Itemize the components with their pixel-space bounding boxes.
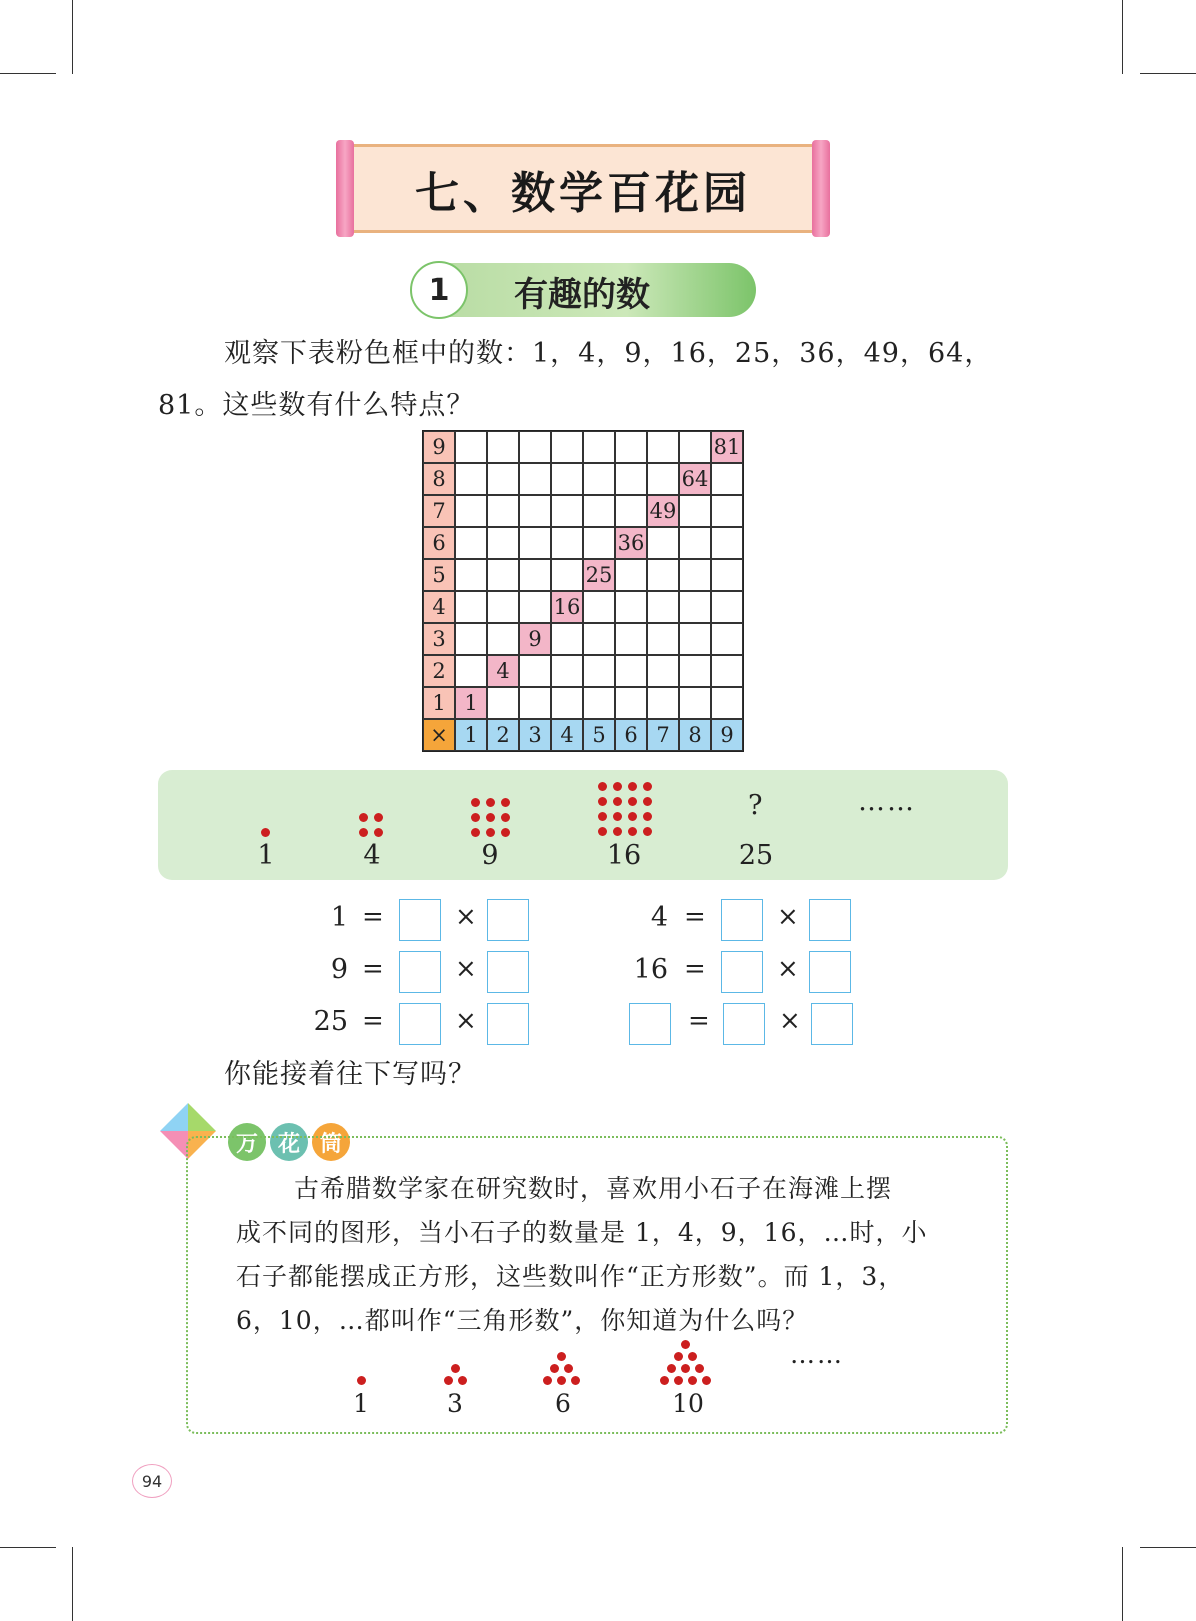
table-cell — [551, 527, 583, 559]
column-header: 7 — [647, 719, 679, 751]
dot — [564, 1364, 573, 1373]
dot — [681, 1340, 690, 1349]
table-cell — [455, 431, 487, 463]
table-cell — [455, 559, 487, 591]
answer-box[interactable] — [721, 951, 763, 993]
table-cell — [679, 655, 711, 687]
dot-pattern-4 — [359, 813, 383, 837]
row-header: 2 — [423, 655, 455, 687]
dot — [643, 782, 652, 791]
times-sign: × — [779, 1006, 801, 1036]
dot — [702, 1376, 711, 1385]
dot — [374, 828, 383, 837]
dot — [374, 813, 383, 822]
table-cell — [583, 527, 615, 559]
table-cell — [647, 559, 679, 591]
answer-box[interactable] — [399, 951, 441, 993]
square-number-cell: 25 — [583, 559, 615, 591]
table-cell — [519, 687, 551, 719]
scroll-rod-right — [812, 140, 830, 237]
answer-box[interactable] — [487, 951, 529, 993]
dot — [598, 827, 607, 836]
dot — [458, 1376, 467, 1385]
table-cell — [711, 591, 743, 623]
multiplication-table — [422, 430, 744, 752]
answer-box[interactable] — [809, 899, 851, 941]
dot — [261, 828, 270, 837]
answer-box[interactable] — [629, 1003, 671, 1045]
crop-mark — [1122, 1547, 1123, 1621]
continue-prompt: 你能接着往下写吗？ — [224, 1059, 476, 1090]
dot — [486, 813, 495, 822]
square-number-cell: 49 — [647, 495, 679, 527]
times-sign: × — [777, 902, 799, 932]
answer-box[interactable] — [399, 899, 441, 941]
dot-label-16: 16 — [606, 840, 642, 871]
crop-mark — [72, 1547, 73, 1621]
dot-label-9: 9 — [481, 840, 499, 871]
dot — [643, 797, 652, 806]
dot-label-1: 1 — [257, 840, 275, 871]
table-cell — [711, 527, 743, 559]
dot-pattern-16 — [598, 782, 652, 836]
table-cell — [455, 463, 487, 495]
row-header: 6 — [423, 527, 455, 559]
page-number: 94 — [132, 1464, 172, 1498]
dot — [598, 812, 607, 821]
scroll-body — [354, 144, 812, 233]
table-cell — [487, 527, 519, 559]
triangle-ellipsis: …… — [790, 1340, 844, 1369]
column-header: 6 — [615, 719, 647, 751]
row-header: 5 — [423, 559, 455, 591]
dot — [598, 782, 607, 791]
table-cell — [583, 687, 615, 719]
badge-hua: 花 — [270, 1123, 308, 1161]
table-cell — [551, 463, 583, 495]
table-cell — [519, 591, 551, 623]
equals-sign: = — [684, 954, 706, 984]
table-cell — [455, 655, 487, 687]
answer-box[interactable] — [811, 1003, 853, 1045]
row-header: 1 — [423, 687, 455, 719]
crop-mark — [0, 1547, 56, 1548]
row-header: 7 — [423, 495, 455, 527]
table-cell — [519, 431, 551, 463]
equation-value: 1 — [330, 902, 348, 933]
table-cell — [487, 463, 519, 495]
equals-sign: = — [362, 1006, 384, 1036]
table-cell — [711, 655, 743, 687]
dot — [557, 1376, 566, 1385]
table-cell — [615, 495, 647, 527]
column-header: 8 — [679, 719, 711, 751]
equation-value: 25 — [313, 1006, 348, 1037]
square-number-cell: 36 — [615, 527, 647, 559]
table-cell — [487, 591, 519, 623]
dot — [628, 782, 637, 791]
section-header — [410, 261, 756, 319]
column-header: 5 — [583, 719, 615, 751]
crop-mark — [1122, 0, 1123, 74]
kaleidoscope-line-4: 6，10，…都叫作“三角形数”，你知道为什么吗？ — [236, 1306, 809, 1335]
table-cell — [615, 463, 647, 495]
dot — [471, 813, 480, 822]
kaleidoscope-line-2: 成不同的图形，当小石子的数量是 1，4，9，16，…时，小 — [236, 1218, 928, 1247]
dots-ellipsis: …… — [858, 786, 916, 817]
table-cell — [711, 559, 743, 591]
table-cell — [711, 623, 743, 655]
dot — [359, 813, 368, 822]
table-cell — [647, 527, 679, 559]
dot — [674, 1352, 683, 1361]
dot — [486, 828, 495, 837]
square-number-cell: 1 — [455, 687, 487, 719]
table-cell — [711, 495, 743, 527]
table-cell — [583, 495, 615, 527]
dot — [613, 782, 622, 791]
dot — [501, 798, 510, 807]
column-header: 3 — [519, 719, 551, 751]
table-cell — [679, 591, 711, 623]
scroll-rod-left — [336, 140, 354, 237]
equals-sign: = — [684, 902, 706, 932]
dot-pattern-9 — [471, 798, 510, 837]
answer-box[interactable] — [723, 1003, 765, 1045]
triangle-label-1: 1 — [353, 1389, 369, 1418]
equals-sign: = — [362, 902, 384, 932]
table-cell — [615, 655, 647, 687]
answer-box[interactable] — [487, 1003, 529, 1045]
table-cell — [679, 687, 711, 719]
table-cell — [487, 687, 519, 719]
crop-mark — [1140, 73, 1196, 74]
equation-value: 9 — [330, 954, 348, 985]
table-cell — [615, 431, 647, 463]
question-mark: ? — [748, 790, 763, 821]
dot-pattern-1 — [261, 828, 270, 837]
square-number-cell: 9 — [519, 623, 551, 655]
table-cell — [551, 655, 583, 687]
table-cell — [647, 655, 679, 687]
equation-value: 16 — [633, 954, 668, 985]
equals-sign: = — [362, 954, 384, 984]
chapter-title: 七、数学百花园 — [415, 167, 751, 219]
chapter-title-banner — [336, 140, 830, 237]
kaleidoscope-line-3: 石子都能摆成正方形，这些数叫作“正方形数”。而 1，3， — [236, 1262, 905, 1291]
table-cell — [615, 687, 647, 719]
section-title: 有趣的数 — [514, 275, 650, 315]
badge-wan: 万 — [228, 1123, 266, 1161]
answer-box[interactable] — [487, 899, 529, 941]
triangle-label-10: 10 — [672, 1389, 704, 1418]
table-cell — [647, 623, 679, 655]
table-cell — [487, 495, 519, 527]
table-cell — [519, 495, 551, 527]
dot — [571, 1376, 580, 1385]
triangle-label-3: 3 — [447, 1389, 463, 1418]
intro-line-1: 观察下表粉色框中的数：1，4，9，16，25，36，49，64， — [224, 338, 993, 369]
row-header: 9 — [423, 431, 455, 463]
column-header: 4 — [551, 719, 583, 751]
column-header: 2 — [487, 719, 519, 751]
crop-mark — [72, 0, 73, 74]
square-number-cell: 16 — [551, 591, 583, 623]
row-header: 4 — [423, 591, 455, 623]
column-header: 9 — [711, 719, 743, 751]
table-cell — [615, 623, 647, 655]
section-number: 1 — [410, 261, 468, 319]
equals-sign: = — [688, 1006, 710, 1036]
table-cell — [679, 623, 711, 655]
table-cell — [647, 591, 679, 623]
dot — [613, 827, 622, 836]
dot — [695, 1364, 704, 1373]
dot — [674, 1376, 683, 1385]
answer-box[interactable] — [721, 899, 763, 941]
dot — [660, 1376, 669, 1385]
table-cell — [679, 527, 711, 559]
dot — [471, 828, 480, 837]
dot — [444, 1376, 453, 1385]
row-header: 8 — [423, 463, 455, 495]
table-cell — [519, 527, 551, 559]
dot — [598, 797, 607, 806]
dot — [643, 812, 652, 821]
table-cell — [551, 495, 583, 527]
table-cell — [711, 687, 743, 719]
square-number-cell: 4 — [487, 655, 519, 687]
dot — [667, 1364, 676, 1373]
table-cell — [583, 623, 615, 655]
dot — [501, 813, 510, 822]
table-cell — [615, 591, 647, 623]
times-sign: × — [455, 954, 477, 984]
table-cell — [679, 431, 711, 463]
table-cell — [551, 559, 583, 591]
dot — [357, 1376, 366, 1385]
table-cell — [487, 623, 519, 655]
square-number-cell: 81 — [711, 431, 743, 463]
dot — [643, 827, 652, 836]
table-cell — [711, 463, 743, 495]
dot — [628, 812, 637, 821]
table-cell — [583, 591, 615, 623]
dot — [471, 798, 480, 807]
table-cell — [487, 431, 519, 463]
row-header: 3 — [423, 623, 455, 655]
dot-label-4: 4 — [363, 840, 381, 871]
table-cell — [583, 463, 615, 495]
table-cell — [519, 463, 551, 495]
dot — [613, 812, 622, 821]
table-cell — [455, 495, 487, 527]
dot — [681, 1364, 690, 1373]
badge-tong: 筒 — [312, 1123, 350, 1161]
equation-value: 4 — [650, 902, 668, 933]
table-cell — [551, 687, 583, 719]
table-cell — [551, 431, 583, 463]
intro-line-2: 81。这些数有什么特点？ — [158, 390, 475, 421]
table-cell — [455, 591, 487, 623]
dot — [501, 828, 510, 837]
dot — [550, 1364, 559, 1373]
times-sign: × — [455, 1006, 477, 1036]
crop-mark — [1140, 1547, 1196, 1548]
dot — [486, 798, 495, 807]
answer-box[interactable] — [399, 1003, 441, 1045]
dot — [359, 828, 368, 837]
dot-label-25: 25 — [738, 840, 774, 871]
answer-box[interactable] — [809, 951, 851, 993]
table-cell — [487, 559, 519, 591]
kaleidoscope-line-1: 古希腊数学家在研究数时，喜欢用小石子在海滩上摆 — [294, 1174, 893, 1203]
table-cell — [583, 655, 615, 687]
square-dots-panel — [158, 770, 1008, 880]
times-sign: × — [455, 902, 477, 932]
table-cell — [551, 623, 583, 655]
table-cell — [519, 655, 551, 687]
table-cell — [679, 495, 711, 527]
table-cell — [519, 559, 551, 591]
dot — [451, 1364, 460, 1373]
dot — [628, 797, 637, 806]
crop-mark — [0, 73, 56, 74]
times-sign: × — [777, 954, 799, 984]
dot — [628, 827, 637, 836]
column-header: 1 — [455, 719, 487, 751]
square-number-cell: 64 — [679, 463, 711, 495]
table-cell — [615, 559, 647, 591]
page-number-badge — [118, 1462, 184, 1498]
table-cell — [455, 527, 487, 559]
dot — [688, 1352, 697, 1361]
table-cell — [647, 431, 679, 463]
dot — [688, 1376, 697, 1385]
table-cell — [455, 623, 487, 655]
corner-times: × — [423, 719, 455, 751]
table-cell — [583, 431, 615, 463]
triangle-label-6: 6 — [555, 1389, 571, 1418]
dot — [613, 797, 622, 806]
dot — [543, 1376, 552, 1385]
table-cell — [647, 463, 679, 495]
dot — [557, 1352, 566, 1361]
table-cell — [647, 687, 679, 719]
table-cell — [679, 559, 711, 591]
